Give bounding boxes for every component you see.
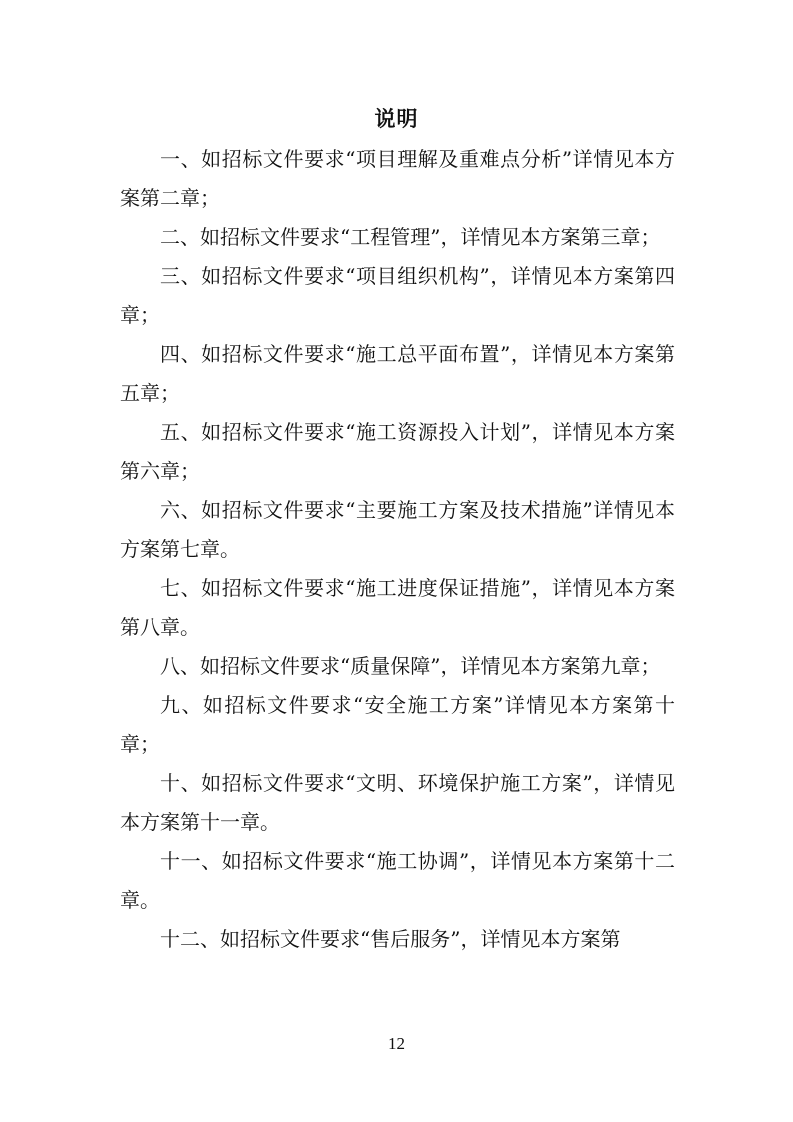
paragraph-item-11: 十一、如招标文件要求“施工协调”，详情见本方案第十二章。 — [120, 849, 675, 912]
paragraph-item-8: 八、如招标文件要求“质量保障”，详情见本方案第九章； — [160, 654, 661, 678]
paragraph-item-9: 九、如招标文件要求“安全施工方案”详情见本方案第十章； — [120, 693, 675, 756]
paragraph-item-4: 四、如招标文件要求“施工总平面布置”，详情见本方案第五章； — [120, 342, 675, 405]
paragraph-item-7: 七、如招标文件要求“施工进度保证措施”，详情见本方案第八章。 — [120, 576, 675, 639]
page-number: 12 — [388, 1034, 405, 1053]
paragraph-item-2: 二、如招标文件要求“工程管理”，详情见本方案第三章； — [160, 225, 661, 249]
paragraph-item-5: 五、如招标文件要求“施工资源投入计划”，详情见本方案第六章； — [120, 420, 675, 483]
page-title: 说明 — [374, 106, 419, 131]
paragraph-item-10: 十、如招标文件要求“文明、环境保护施工方案”，详情见本方案第十一章。 — [120, 771, 675, 834]
paragraph-item-6: 六、如招标文件要求“主要施工方案及技术措施”详情见本方案第七章。 — [120, 498, 675, 561]
document-body — [120, 140, 675, 959]
paragraph-item-3: 三、如招标文件要求“项目组织机构”，详情见本方案第四章； — [120, 264, 675, 327]
paragraph-item-1: 一、如招标文件要求“项目理解及重难点分析”详情见本方案第二章； — [120, 147, 675, 210]
paragraph-item-12: 十二、如招标文件要求“售后服务”，详情见本方案第 — [160, 927, 621, 951]
